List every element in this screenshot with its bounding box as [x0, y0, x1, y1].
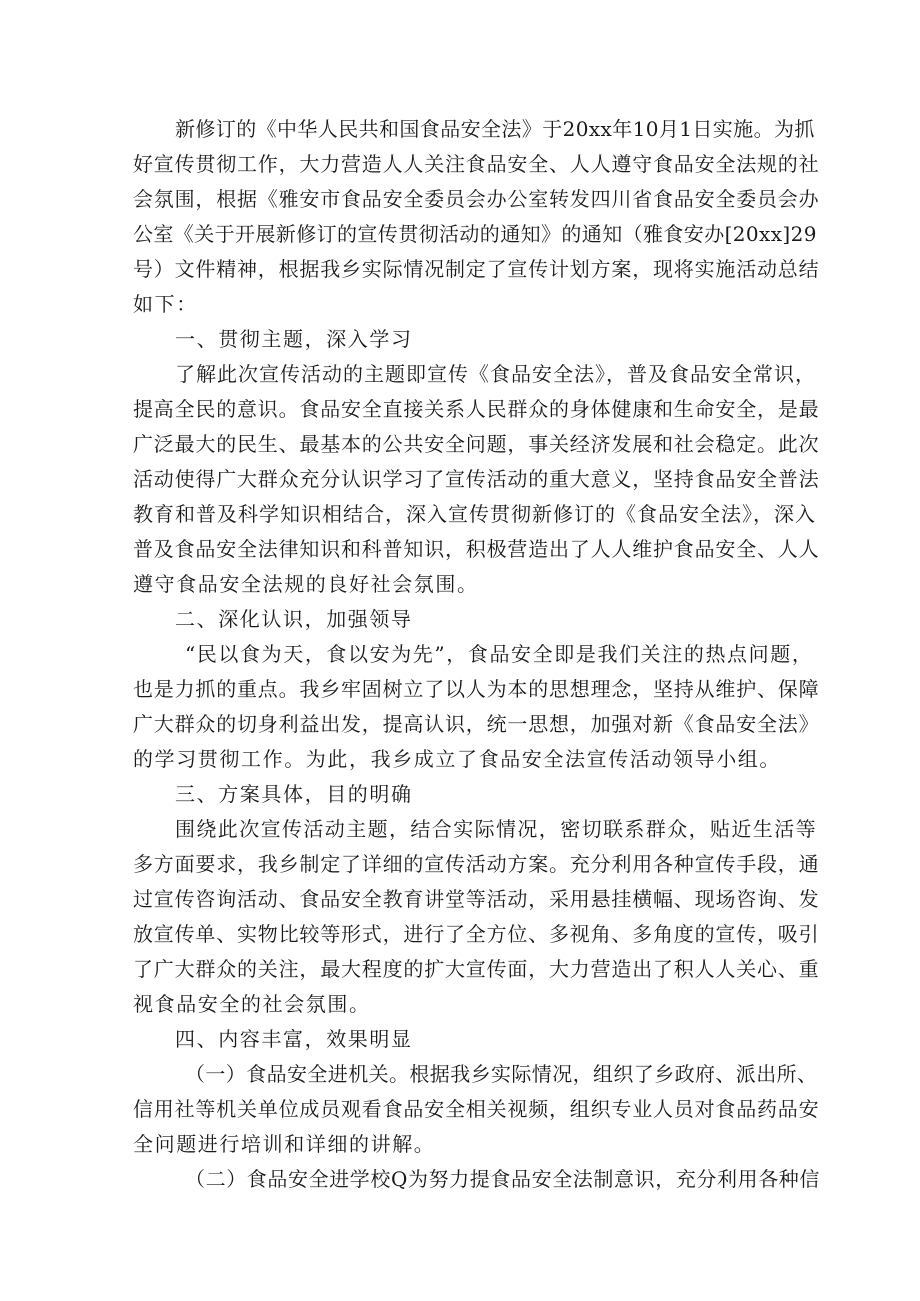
section-heading-4: 四、内容丰富，效果明显 — [175, 1027, 413, 1051]
section-1-line: 提高全民的意识。食品安全直接关系人民群众的身体健康和生命安全，是最 — [133, 397, 820, 421]
section-2-line: “民以食为天，食以安为先”，食品安全即是我们关注的热点问题， — [185, 642, 814, 666]
section-2-line: 广大群众的切身利益出发，提高认识，统一思想，加强对新《食品安全法》 — [133, 712, 820, 736]
section-3-line: 了广大群众的关注，最大程度的扩大宣传面，大力营造出了积人人关心、重 — [133, 957, 820, 981]
section-3-line: 多方面要求，我乡制定了详细的宣传活动方案。充分利用各种宣传手段，通 — [133, 852, 820, 876]
paragraph-intro-line: 公室《关于开展新修订的宣传贯彻活动的通知》的通知（雅食安办[20xx]29 — [133, 222, 817, 246]
section-2-line: 也是力抓的重点。我乡牢固树立了以人为本的思想理念，坚持从维护、保障 — [133, 677, 820, 701]
section-1-line: 活动使得广大群众充分认识学习了宣传活动的重大意义，坚持食品安全普法 — [133, 467, 820, 491]
section-1-line: 广泛最大的民生、最基本的公共安全问题，事关经济发展和社会稳定。此次 — [133, 432, 820, 456]
section-3-line: 过宣传咨询活动、食品安全教育讲堂等活动，采用悬挂横幅、现场咨询、发 — [133, 887, 820, 911]
section-4-line: （一）食品安全进机关。根据我乡实际情况，组织了乡政府、派出所、 — [185, 1062, 818, 1086]
section-heading-2: 二、深化认识，加强领导 — [175, 607, 413, 631]
paragraph-intro-line: 新修订的《中华人民共和国食品安全法》于20xx年10月1日实施。为抓 — [175, 117, 815, 141]
section-1-line: 教育和普及科学知识相结合，深入宣传贯彻新修订的《食品安全法》，深入 — [133, 502, 816, 526]
section-heading-1: 一、贯彻主题，深入学习 — [175, 327, 413, 351]
section-3-line: 围绕此次宣传活动主题，结合实际情况，密切联系群众，贴近生活等 — [175, 817, 817, 841]
paragraph-intro-line: 会氛围，根据《雅安市食品安全委员会办公室转发四川省食品安全委员会办 — [133, 187, 820, 211]
section-heading-3: 三、方案具体，目的明确 — [175, 782, 413, 806]
section-1-line: 遵守食品安全法规的良好社会氛围。 — [133, 572, 479, 596]
section-2-line: 的学习贯彻工作。为此，我乡成立了食品安全法宣传活动领导小组。 — [133, 747, 781, 771]
section-4-line: 信用社等机关单位成员观看食品安全相关视频，组织专业人员对食品药品安 — [133, 1097, 820, 1121]
paragraph-intro-line: 号）文件精神，根据我乡实际情况制定了宣传计划方案，现将实施活动总结 — [133, 257, 820, 281]
section-3-line: 视食品安全的社会氛围。 — [133, 992, 371, 1016]
section-1-line: 了解此次宣传活动的主题即宣传《食品安全法》，普及食品安全常识， — [175, 362, 816, 386]
paragraph-intro-line: 好宣传贯彻工作，大力营造人人关注食品安全、人人遵守食品安全法规的社 — [133, 152, 820, 176]
section-4-line: 全问题进行培训和详细的讲解。 — [133, 1132, 436, 1156]
section-1-line: 普及食品安全法律知识和科普知识，积极营造出了人人维护食品安全、人人 — [133, 537, 820, 561]
paragraph-intro-line: 如下： — [133, 292, 198, 316]
section-3-line: 放宣传单、实物比较等形式，进行了全方位、多视角、多角度的宣传，吸引 — [133, 922, 820, 946]
section-4-line: （二）食品安全进学校Q为努力提食品安全法制意识，充分利用各种信 — [185, 1167, 820, 1191]
